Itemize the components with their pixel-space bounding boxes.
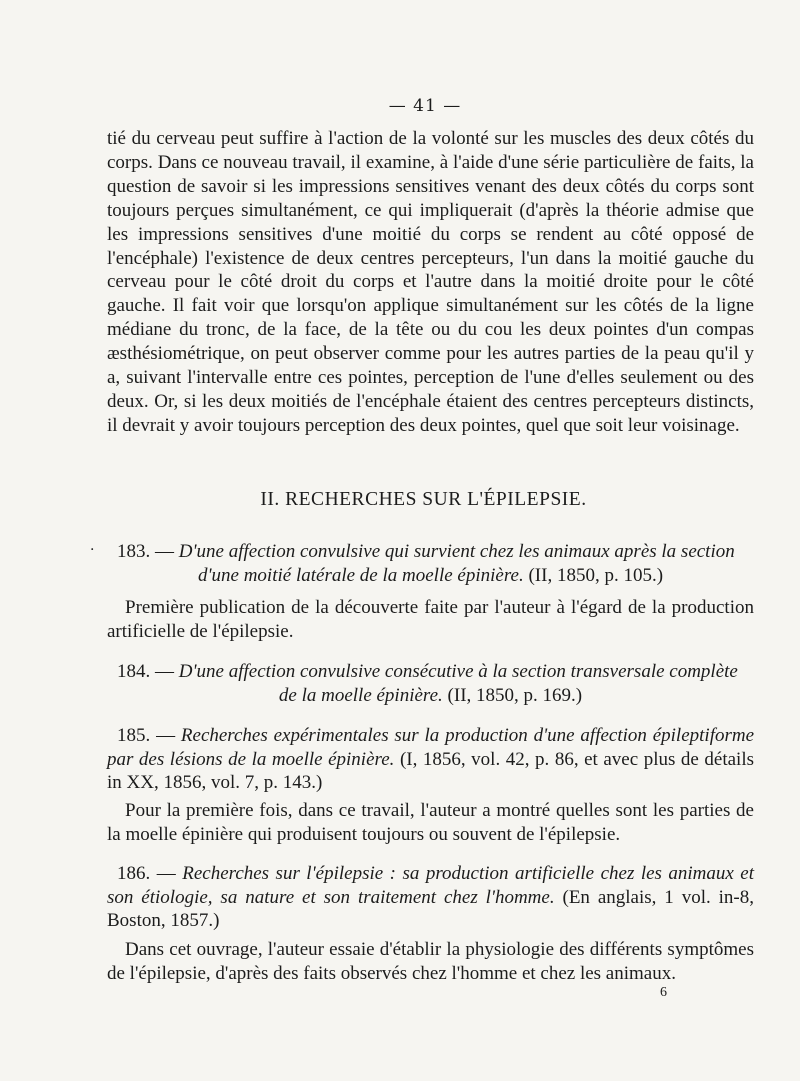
- entry-reference: (II, 1850, p. 105.): [523, 564, 664, 586]
- section-heading: II. RECHERCHES SUR L'ÉPILEPSIE.: [260, 489, 587, 510]
- entry-186: [107, 862, 754, 933]
- entry-title: D'une affection convulsive consécutive à la section transversale complète: [178, 661, 738, 682]
- entry-184: [107, 660, 754, 707]
- signature-mark: 6: [660, 985, 667, 1000]
- page-number: — 41 —: [388, 96, 462, 116]
- entry-title: Recherches sur l'épilepsie : sa production artificielle chez les animaux et son étiologie, sa nature et son traitement chez l'homme.: [107, 863, 755, 908]
- intro-paragraph: tié du cerveau peut suffire à l'action de la volonté sur les muscles des deux côtés du corps. Dans ce nouveau travail, il examine, à l'aide d'une série particulière de faits, la question de savoir si les impressions sensitives venant des deux côtés du corps sont toujours perçues simultanément, ce qui impliquerait (d'après la théorie admise que les impressions sensitives d'une moitié du corps se rendent au côté opposé de l'encéphale) l'existence de deux centres percepteurs, l'un dans la moitié gauche du cerveau pour le côté droit du corps et l'autre dans la moitié droite pour le côté gauche. Il fait voir que lorsqu'on applique simultanément sur les côtés de la ligne médiane du tronc, de la face, de la tête ou du cou les deux pointes d'un compas æsthésiométrique, on peut observer comme pour les autres parties de la peau qu'il y a, suivant l'intervalle entre ces pointes, perception de l'une d'elles seulement ou des deux. Or, si les deux moitiés de l'encéphale étaient des centres percepteurs distincts, il devrait y avoir toujours perception des deux pointes, quel que soit leur voisinage.: [107, 128, 754, 436]
- margin-dot: ·: [90, 542, 95, 558]
- entry-number: 185. —: [117, 725, 176, 746]
- entry-185: [107, 724, 754, 795]
- entry-reference: (En anglais, 1 vol. in-8, Boston, 1857.): [107, 886, 754, 931]
- entry-number: 184. —: [117, 661, 174, 682]
- entry-183-description: Première publication de la découverte faite par l'auteur à l'égard de la production artificielle de l'épilepsie.: [107, 597, 754, 642]
- entry-title: Recherches expérimentales sur la production d'une affection épileptiforme par des lésions de la moelle épinière.: [107, 725, 755, 770]
- entry-title: D'une affection convulsive qui survient chez les animaux après la section: [178, 541, 735, 562]
- entry-number: 186. —: [117, 863, 176, 884]
- entry-185-description: Pour la première fois, dans ce travail, l'auteur a montré quelles sont les parties de la moelle épinière qui produisent toujours ou souvent de l'épilepsie.: [107, 800, 754, 845]
- entry-reference: (II, 1850, p. 169.): [442, 684, 583, 706]
- entry-183: [107, 540, 754, 587]
- entry-number: 183. —: [117, 541, 174, 562]
- entry-title-cont: de la moelle épinière.: [278, 684, 443, 706]
- entry-186-description: Dans cet ouvrage, l'auteur essaie d'établir la physiologie des différents symptômes de l'épilepsie, d'après des faits observés chez l'homme et chez les animaux.: [107, 939, 754, 984]
- entry-reference: (I, 1856, vol. 42, p. 86, et avec plus de détails in XX, 1856, vol. 7, p. 143.): [107, 748, 754, 793]
- entry-title-cont: d'une moitié latérale de la moelle épinière.: [197, 564, 524, 586]
